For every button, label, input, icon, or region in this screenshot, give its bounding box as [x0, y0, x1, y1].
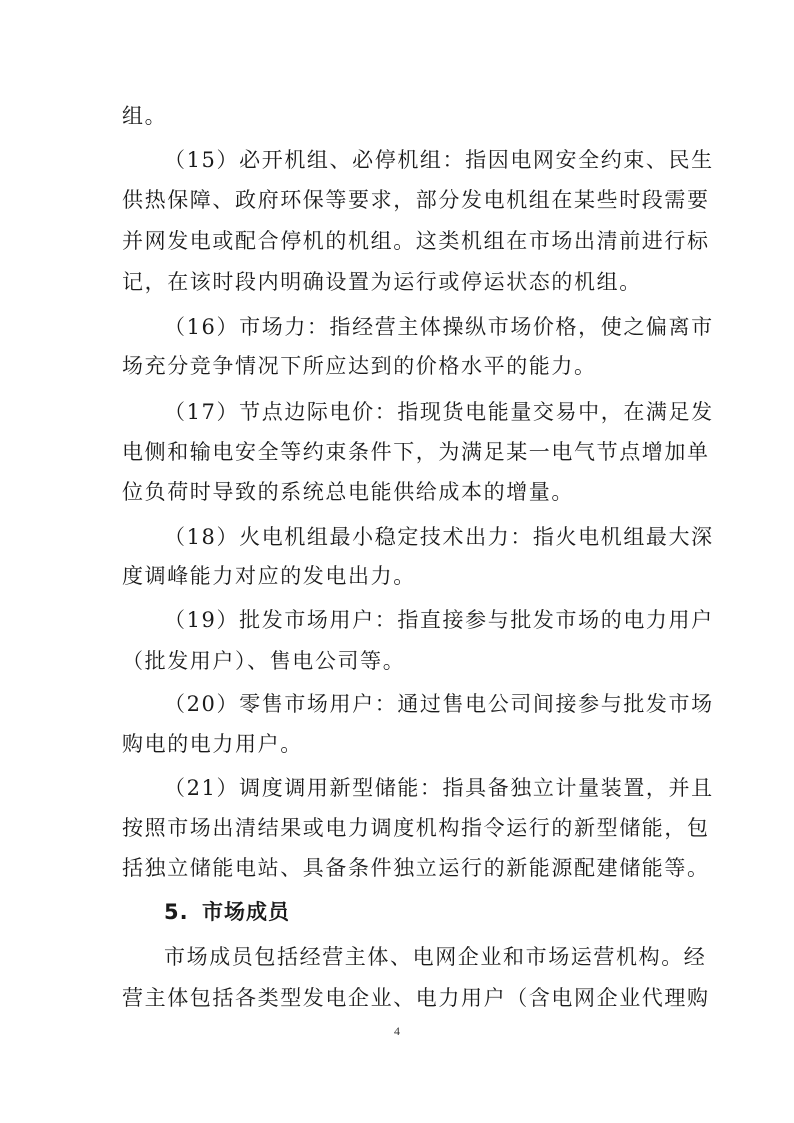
- text-line: 位负荷时导致的系统总电能供给成本的增量。: [122, 480, 574, 504]
- text-line: （18）火电机组最小稳定技术出力：指火电机组最大深: [164, 525, 714, 549]
- section-number: 5.: [164, 900, 189, 924]
- text-line: 供热保障、政府环保等要求，部分发电机组在某些时段需要: [122, 188, 710, 212]
- text-line: （15）必开机组、必停机组：指因电网安全约束、民生: [164, 148, 714, 172]
- text-line: 按照市场出清结果或电力调度机构指令运行的新型储能，包: [122, 816, 710, 840]
- text-line: 并网发电或配合停机的机组。这类机组在市场出清前进行标: [122, 229, 710, 253]
- text-line: 市场成员包括经营主体、电网企业和市场运营机构。经: [164, 945, 707, 969]
- text-line: 营主体包括各类型发电企业、电力用户（含电网企业代理购: [122, 986, 710, 1010]
- text-line: （16）市场力：指经营主体操纵市场价格，使之偏离市: [164, 315, 714, 339]
- text-line: （21）调度调用新型储能：指具备独立计量装置，并且: [164, 776, 714, 800]
- text-line: 度调峰能力对应的发电出力。: [122, 564, 416, 588]
- text-line: 括独立储能电站、具备条件独立运行的新能源配建储能等。: [122, 856, 710, 880]
- text-line: （20）零售市场用户：通过售电公司间接参与批发市场: [164, 692, 714, 716]
- text-line: 电侧和输电安全等约束条件下，为满足某一电气节点增加单: [122, 440, 710, 464]
- text-line: 记，在该时段内明确设置为运行或停运状态的机组。: [122, 270, 642, 294]
- text-line: （批发用户）、售电公司等。: [122, 649, 406, 673]
- text-line: 组。: [122, 104, 168, 128]
- section-title: 市场成员: [202, 900, 290, 924]
- text-line: （17）节点边际电价：指现货电能量交易中，在满足发: [164, 400, 714, 424]
- text-line: 购电的电力用户。: [122, 732, 303, 756]
- page-number: 4: [394, 1024, 400, 1038]
- text-line: （19）批发市场用户：指直接参与批发市场的电力用户: [164, 608, 714, 632]
- section-heading: [164, 897, 290, 927]
- text-line: 场充分竞争情况下所应达到的价格水平的能力。: [122, 354, 597, 378]
